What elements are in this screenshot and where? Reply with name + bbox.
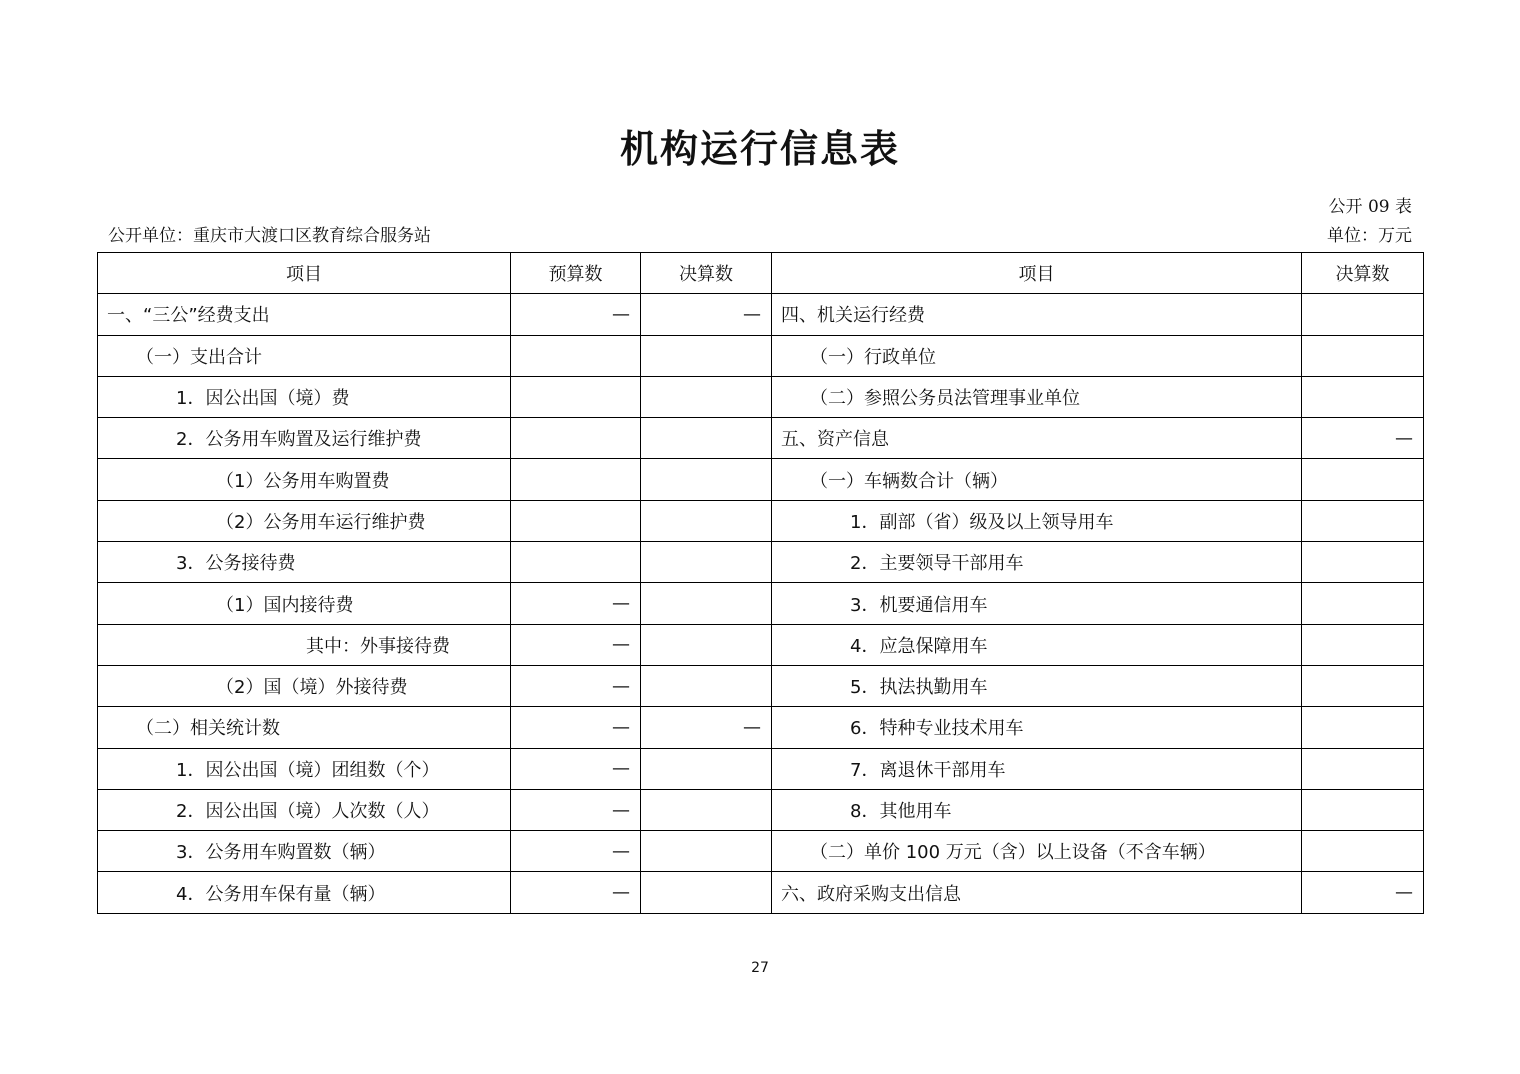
left-budget-cell: — <box>511 872 641 913</box>
left-final-cell <box>641 624 772 665</box>
left-final-cell <box>641 583 772 624</box>
right-item-label: 四、机关运行经费 <box>772 294 1302 335</box>
left-final-cell <box>641 418 772 459</box>
table-row <box>98 789 1424 830</box>
right-item-label: （一）行政单位 <box>772 335 1302 376</box>
table-row <box>98 542 1424 583</box>
left-final-cell <box>641 459 772 500</box>
left-item-label: 3．公务用车购置数（辆） <box>98 831 511 872</box>
left-final-cell <box>641 789 772 830</box>
table-row <box>98 872 1424 913</box>
left-item-label: （1）公务用车购置费 <box>98 459 511 500</box>
left-item-label: 一、“三公”经费支出 <box>98 294 511 335</box>
table-row <box>98 831 1424 872</box>
left-final-cell <box>641 665 772 706</box>
left-item-label: （2）公务用车运行维护费 <box>98 500 511 541</box>
right-final-cell <box>1302 294 1424 335</box>
left-final-cell <box>641 872 772 913</box>
left-budget-cell: — <box>511 294 641 335</box>
right-item-label: 五、资产信息 <box>772 418 1302 459</box>
right-final-cell <box>1302 376 1424 417</box>
right-item-label: 7．离退休干部用车 <box>772 748 1302 789</box>
header-right-item: 项目 <box>772 253 1302 294</box>
left-final-cell <box>641 500 772 541</box>
currency-unit: 单位：万元 <box>1327 226 1412 246</box>
left-final-cell <box>641 376 772 417</box>
right-item-label: （二）参照公务员法管理事业单位 <box>772 376 1302 417</box>
table-row <box>98 335 1424 376</box>
header-left-final: 决算数 <box>641 253 772 294</box>
table-row <box>98 376 1424 417</box>
table-row <box>98 500 1424 541</box>
left-budget-cell: — <box>511 665 641 706</box>
right-item-label: （一）车辆数合计（辆） <box>772 459 1302 500</box>
left-item-label: 4．公务用车保有量（辆） <box>98 872 511 913</box>
left-item-label: （1）国内接待费 <box>98 583 511 624</box>
left-item-label: （一）支出合计 <box>98 335 511 376</box>
unit-line <box>108 221 1412 246</box>
right-final-cell <box>1302 831 1424 872</box>
right-final-cell <box>1302 624 1424 665</box>
left-item-label: 其中：外事接待费 <box>98 624 511 665</box>
header-left-budget: 预算数 <box>511 253 641 294</box>
left-budget-cell <box>511 418 641 459</box>
left-budget-cell: — <box>511 789 641 830</box>
right-final-cell: — <box>1302 418 1424 459</box>
table-row <box>98 748 1424 789</box>
table-row <box>98 624 1424 665</box>
right-item-label: 8．其他用车 <box>772 789 1302 830</box>
right-item-label: 1．副部（省）级及以上领导用车 <box>772 500 1302 541</box>
left-item-label: （二）相关统计数 <box>98 707 511 748</box>
left-final-cell <box>641 748 772 789</box>
right-final-cell: — <box>1302 872 1424 913</box>
form-number: 公开 09 表 <box>1328 197 1412 217</box>
right-final-cell <box>1302 665 1424 706</box>
publishing-unit: 公开单位：重庆市大渡口区教育综合服务站 <box>108 226 431 246</box>
right-item-label: （二）单价 100 万元（含）以上设备（不含车辆） <box>772 831 1302 872</box>
left-item-label: 2．公务用车购置及运行维护费 <box>98 418 511 459</box>
left-final-cell <box>641 831 772 872</box>
left-item-label: （2）国（境）外接待费 <box>98 665 511 706</box>
right-final-cell <box>1302 500 1424 541</box>
page-title: 机构运行信息表 <box>619 127 900 171</box>
page-number: 27 <box>751 960 769 976</box>
left-budget-cell <box>511 335 641 376</box>
left-budget-cell <box>511 459 641 500</box>
right-final-cell <box>1302 583 1424 624</box>
right-item-label: 4．应急保障用车 <box>772 624 1302 665</box>
header-left-item: 项目 <box>98 253 511 294</box>
left-budget-cell: — <box>511 707 641 748</box>
right-item-label: 3．机要通信用车 <box>772 583 1302 624</box>
right-final-cell <box>1302 459 1424 500</box>
left-budget-cell <box>511 376 641 417</box>
header-row <box>98 253 1424 294</box>
right-final-cell <box>1302 542 1424 583</box>
table-row <box>98 459 1424 500</box>
right-item-label: 2．主要领导干部用车 <box>772 542 1302 583</box>
right-final-cell <box>1302 335 1424 376</box>
left-item-label: 1．因公出国（境）团组数（个） <box>98 748 511 789</box>
left-budget-cell <box>511 500 641 541</box>
table-row <box>98 294 1424 335</box>
right-item-label: 5．执法执勤用车 <box>772 665 1302 706</box>
left-item-label: 3．公务接待费 <box>98 542 511 583</box>
left-budget-cell: — <box>511 831 641 872</box>
left-budget-cell: — <box>511 624 641 665</box>
right-final-cell <box>1302 748 1424 789</box>
left-final-cell <box>641 542 772 583</box>
right-item-label: 6．特种专业技术用车 <box>772 707 1302 748</box>
left-final-cell: — <box>641 294 772 335</box>
table-row <box>98 418 1424 459</box>
left-final-cell: — <box>641 707 772 748</box>
left-budget-cell: — <box>511 583 641 624</box>
left-item-label: 1．因公出国（境）费 <box>98 376 511 417</box>
info-table <box>97 252 1424 914</box>
header-right-final: 决算数 <box>1302 253 1424 294</box>
table-row <box>98 583 1424 624</box>
right-final-cell <box>1302 707 1424 748</box>
left-final-cell <box>641 335 772 376</box>
table-row <box>98 707 1424 748</box>
right-item-label: 六、政府采购支出信息 <box>772 872 1302 913</box>
left-item-label: 2．因公出国（境）人次数（人） <box>98 789 511 830</box>
right-final-cell <box>1302 789 1424 830</box>
left-budget-cell: — <box>511 748 641 789</box>
left-budget-cell <box>511 542 641 583</box>
table-row <box>98 665 1424 706</box>
